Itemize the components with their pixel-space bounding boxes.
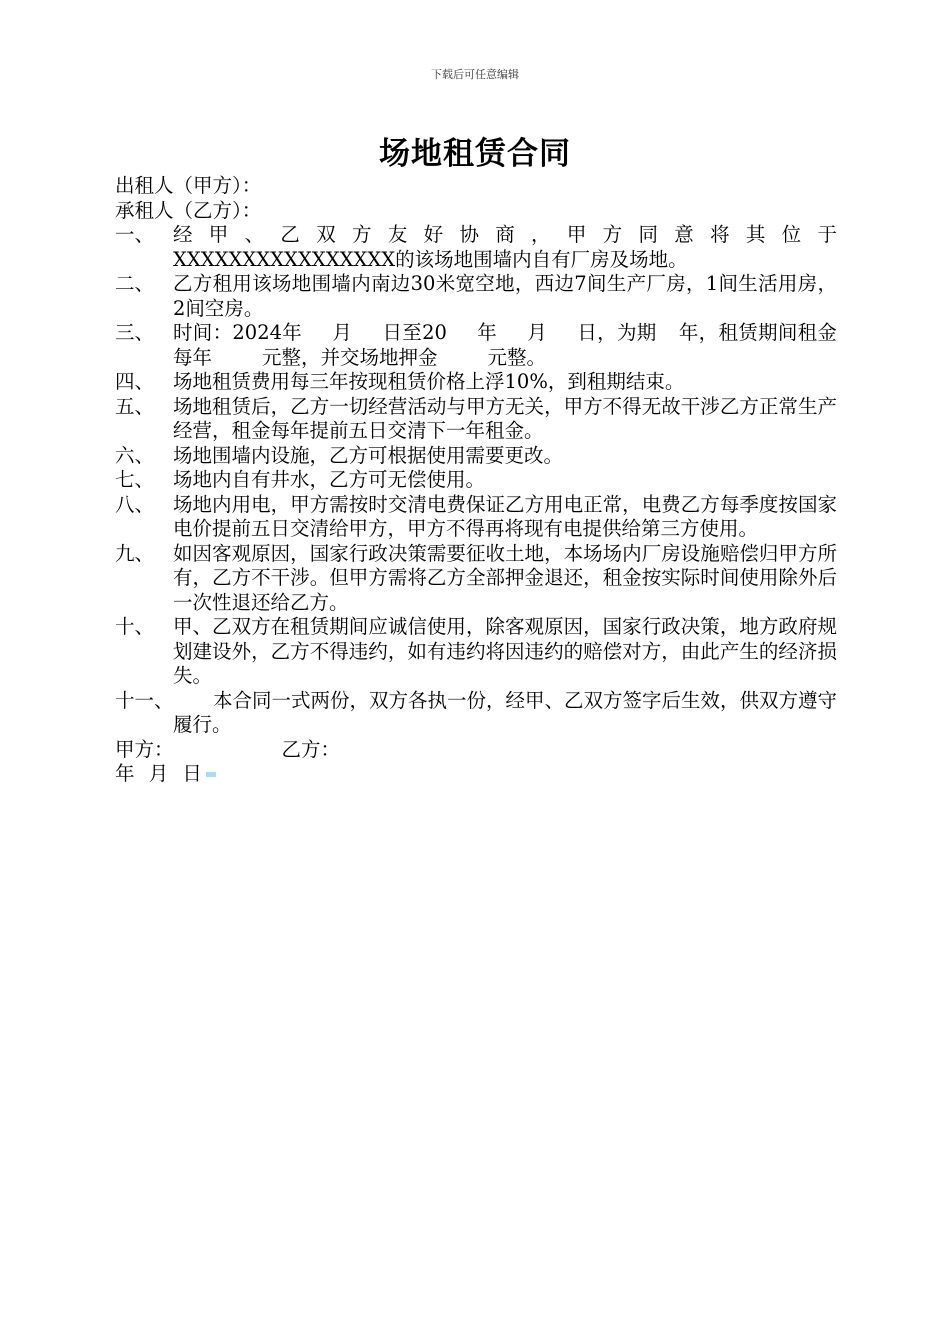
clause-text-line1: 经甲、乙双方友好协商，甲方同意将其位于 bbox=[173, 223, 837, 246]
clause-1 bbox=[115, 223, 837, 272]
party-b-signature: 乙方： bbox=[281, 737, 341, 761]
clause-6 bbox=[115, 444, 837, 469]
clause-4 bbox=[115, 370, 837, 395]
clause-text-part: 年，租赁期间租金每年 bbox=[173, 321, 837, 369]
signature-date-line bbox=[115, 762, 837, 787]
clause-text-part: 月 bbox=[332, 321, 353, 344]
clause-text-part: 年 bbox=[476, 321, 497, 344]
clause-11 bbox=[115, 689, 837, 738]
clause-9 bbox=[115, 542, 837, 616]
clause-text-part: 时间：2024年 bbox=[173, 321, 303, 344]
clause-text: 乙方租用该场地围墙内南边30米宽空地，西边7间生产厂房，1间生活用房，2间空房。 bbox=[173, 272, 837, 320]
header-note: 下载后可任意编辑 bbox=[431, 68, 519, 81]
signature-parties bbox=[115, 738, 837, 763]
clause-number: 一、 bbox=[115, 223, 155, 246]
clause-2 bbox=[115, 272, 837, 321]
document-title: 场地租赁合同 bbox=[379, 136, 571, 172]
clause-text: 场地内用电，甲方需按时交清电费保证乙方用电正常，电费乙方每季度按国家电价提前五日交清给甲方，甲方不得再将现有电提供给第三方使用。 bbox=[173, 492, 837, 540]
signature-date: 年 月 日 bbox=[115, 762, 202, 785]
clause-text: 场地租赁后，乙方一切经营活动与甲方无关，甲方不得无故干涉乙方正常生产经营，租金每年提前五日交清下一年租金。 bbox=[173, 394, 837, 442]
clause-text: 如因客观原因，国家行政决策需要征收土地，本场场内厂房设施赔偿归甲方所有，乙方不干涉。但甲方需将乙方全部押金退还，租金按实际时间使用除外后一次性退还给乙方。 bbox=[173, 541, 837, 614]
clause-number: 三、 bbox=[115, 321, 155, 344]
clause-number: 十一、 bbox=[115, 688, 174, 712]
contract-body bbox=[115, 174, 837, 787]
clause-text-part: 日，为期 bbox=[577, 321, 657, 344]
clause-text: 场地租赁费用每三年按现租赁价格上浮10%，到租期结束。 bbox=[173, 370, 685, 393]
clause-8 bbox=[115, 493, 837, 542]
clause-text: 场地内自有井水，乙方可无偿使用。 bbox=[173, 468, 486, 491]
clause-number: 四、 bbox=[115, 370, 155, 393]
clause-text-part: 元整。 bbox=[487, 345, 547, 369]
clause-number: 十、 bbox=[115, 615, 155, 638]
clause-text-line2: XXXXXXXXXXXXXXXX的该场地围墙内自有厂房及场地。 bbox=[173, 247, 688, 271]
clause-7 bbox=[115, 468, 837, 493]
clause-number: 五、 bbox=[115, 394, 155, 418]
lessee-line: 承租人（乙方）： bbox=[115, 198, 262, 222]
clause-text: 本合同一式两份，双方各执一份，经甲、乙双方签字后生效，供双方遵守履行。 bbox=[173, 688, 838, 736]
clause-number: 八、 bbox=[115, 492, 155, 516]
clause-number: 九、 bbox=[115, 541, 155, 565]
lessor-line: 出租人（甲方）： bbox=[115, 174, 262, 197]
clause-text: 场地围墙内设施，乙方可根据使用需要更改。 bbox=[173, 443, 564, 467]
clause-text-part: 元整，并交场地押金 bbox=[262, 345, 438, 369]
clause-3 bbox=[115, 321, 837, 370]
clause-number: 二、 bbox=[115, 272, 155, 295]
clause-5 bbox=[115, 395, 837, 444]
party-a-signature: 甲方： bbox=[115, 737, 174, 761]
clause-10 bbox=[115, 615, 837, 689]
clause-text: 甲、乙双方在租赁期间应诚信使用，除客观原因，国家行政决策，地方政府规划建设外，乙方不得违约，如有违约将因违约的赔偿对方，由此产生的经济损失。 bbox=[173, 615, 837, 687]
clause-text-part: 日至20 bbox=[382, 321, 447, 344]
clause-number: 六、 bbox=[115, 443, 155, 467]
clause-number: 七、 bbox=[115, 468, 155, 491]
text-cursor-icon bbox=[206, 772, 216, 777]
clause-text-part: 月 bbox=[527, 321, 548, 344]
